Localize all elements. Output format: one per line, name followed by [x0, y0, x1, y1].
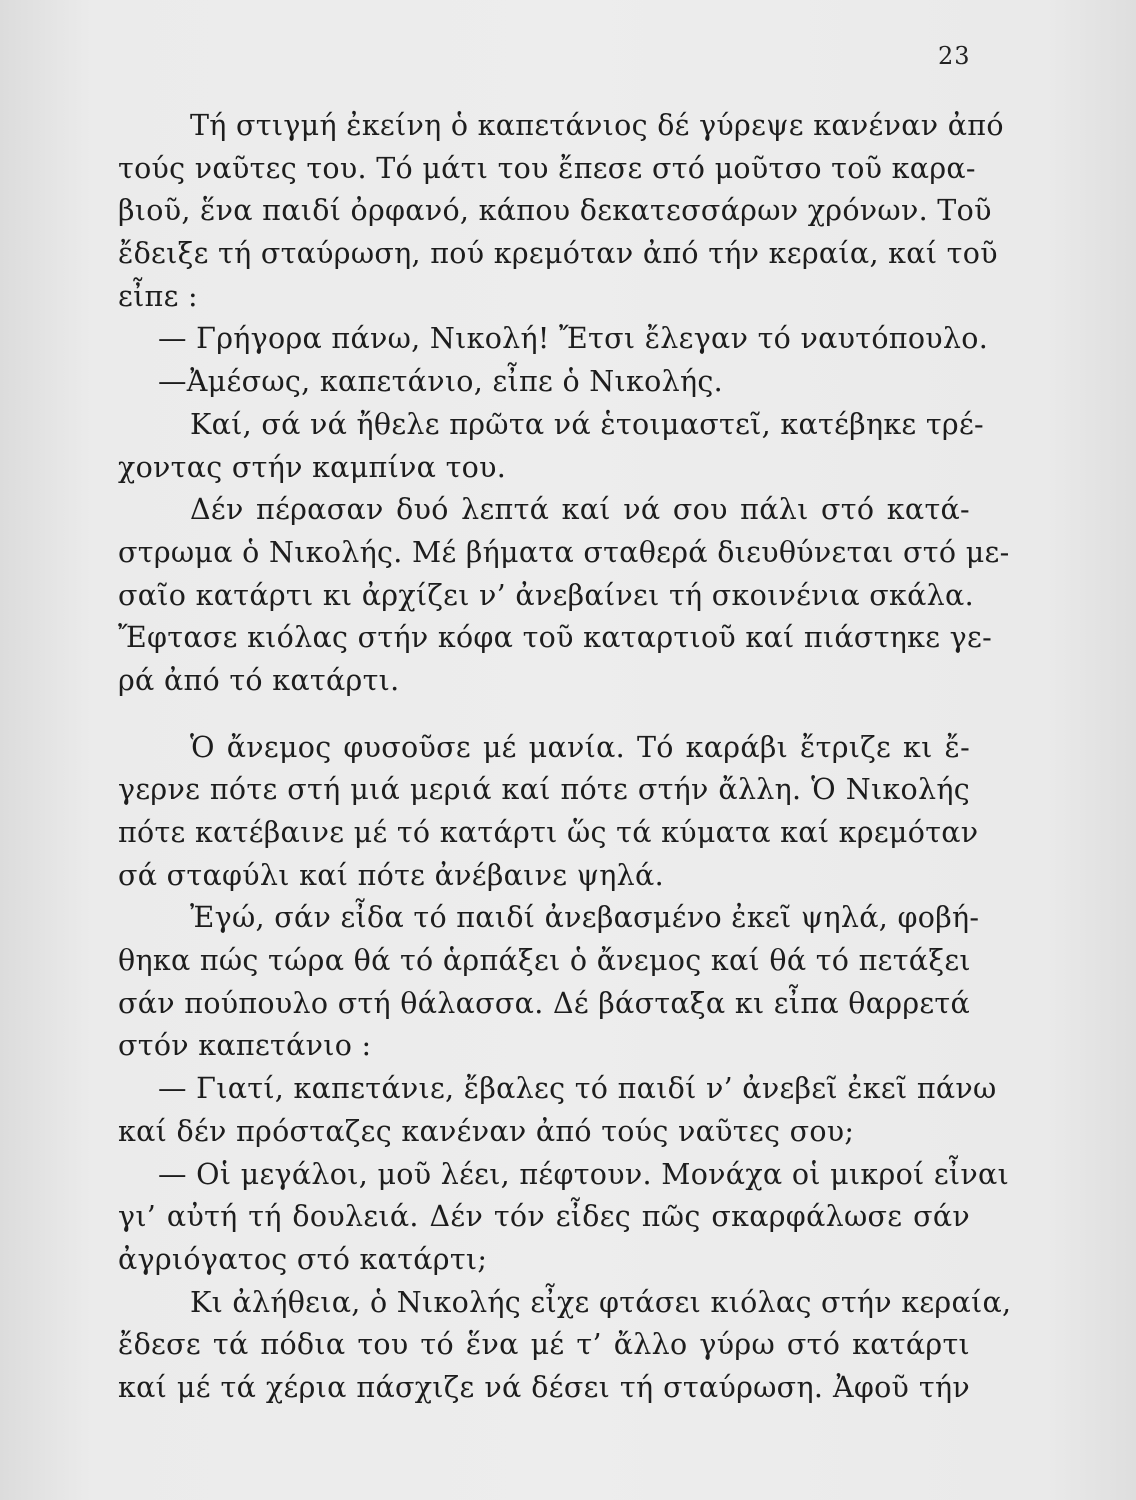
text-line: Κι ἀλήθεια, ὁ Νικολής εἶχε φτάσει κιόλας στήν κεραία,	[190, 1285, 1012, 1319]
text-line: γερνε πότε στή μιά μεριά καί πότε στήν ἄλλη. Ὁ Νικολής	[118, 773, 970, 807]
text-line: θηκα πώς τώρα θά τό ἁρπάξει ὁ ἄνεμος καί θά τό πετάξει	[118, 944, 971, 978]
text-line: ἀγριόγατος στό κατάρτι;	[118, 1242, 488, 1276]
text-line: Ἔφτασε κιόλας στήν κόφα τοῦ καταρτιοῦ καί πιάστηκε γε-	[118, 621, 992, 655]
text-line: καί μέ τά χέρια πάσχιζε νά δέσει τή σταύρωση. Ἀφοῦ τήν	[118, 1370, 970, 1404]
text-line: στρωμα ὁ Νικολής. Μέ βήματα σταθερά διευθύνεται στό με-	[118, 535, 1010, 569]
paragraph-spacer	[118, 703, 970, 727]
paragraph	[118, 1154, 1010, 1282]
text-line: χοντας στήν καμπίνα του.	[118, 450, 507, 484]
paragraph	[118, 489, 1010, 702]
paragraph	[118, 318, 989, 361]
text-line: Ἐγώ, σάν εἶδα τό παιδί ἀνεβασμένο ἐκεῖ ψηλά, φοβή-	[190, 901, 980, 935]
text-line: Δέν πέρασαν δυό λεπτά καί νά σου πάλι στό κατά-	[190, 493, 970, 527]
paragraph	[118, 105, 1004, 318]
paragraph	[118, 1282, 1012, 1410]
text-line: στόν καπετάνιο :	[118, 1029, 372, 1063]
page-number: 23	[938, 42, 971, 70]
text-line: πότε κατέβαινε μέ τό κατάρτι ὥς τά κύματα καί κρεμόταν	[118, 816, 979, 849]
text-line: Ὁ ἄνεμος φυσοῦσε μέ μανία. Τό καράβι ἔτριζε κι ἔ-	[190, 730, 970, 764]
paragraph	[118, 1068, 997, 1153]
paragraph	[118, 361, 970, 404]
paragraph	[118, 727, 979, 898]
text-line: — Γιατί, καπετάνιε, ἔβαλες τό παιδί ν’ ἀνεβεῖ ἐκεῖ πάνω	[158, 1072, 997, 1106]
text-line: Καί, σά νά ἤθελε πρῶτα νά ἑτοιμαστεῖ, κατέβηκε τρέ-	[190, 407, 984, 441]
text-line: εἶπε :	[118, 279, 198, 313]
text-line: σάν πούπουλο στή θάλασσα. Δέ βάσταξα κι εἶπα θαρρετά	[118, 986, 971, 1020]
text-line: σαῖο κατάρτι κι ἀρχίζει ν’ ἀνεβαίνει τή σκοινένια σκάλα.	[118, 578, 974, 612]
text-line: τούς ναῦτες του. Τό μάτι του ἔπεσε στό μοῦτσο τοῦ καρα-	[118, 151, 976, 185]
text-line: καί δέν πρόσταζες κανέναν ἀπό τούς ναῦτες σου;	[118, 1114, 855, 1148]
text-line: — Γρήγορα πάνω, Νικολή! Ἔτσι ἔλεγαν τό ναυτόπουλο.	[158, 322, 989, 356]
text-line: βιοῦ, ἕνα παιδί ὀρφανό, κάπου δεκατεσσάρων χρόνων. Τοῦ	[118, 194, 992, 228]
paragraph	[118, 404, 984, 489]
text-line: —Ἀμέσως, καπετάνιο, εἶπε ὁ Νικολής.	[158, 365, 723, 399]
text-line: γι’ αὐτή τή δουλειά. Δέν τόν εἶδες πῶς σκαρφάλωσε σάν	[118, 1200, 970, 1234]
text-line: ἔδειξε τή σταύρωση, πού κρεμόταν ἀπό τήν κεραία, καί τοῦ	[118, 237, 998, 271]
text-line: — Οἱ μεγάλοι, μοῦ λέει, πέφτουν. Μονάχα οἱ μικροί εἶναι	[158, 1157, 1010, 1191]
text-line: ρά ἀπό τό κατάρτι.	[118, 663, 400, 697]
text-line: σά σταφύλι καί πότε ἀνέβαινε ψηλά.	[118, 858, 664, 892]
text-line: Τή στιγμή ἐκείνη ὁ καπετάνιος δέ γύρεψε κανέναν ἀπό	[190, 109, 1004, 142]
paragraph	[118, 897, 980, 1068]
body-text	[118, 105, 1012, 1410]
text-line: ἔδεσε τά πόδια του τό ἕνα μέ τ’ ἄλλο γύρω στό κατάρτι	[118, 1328, 970, 1362]
